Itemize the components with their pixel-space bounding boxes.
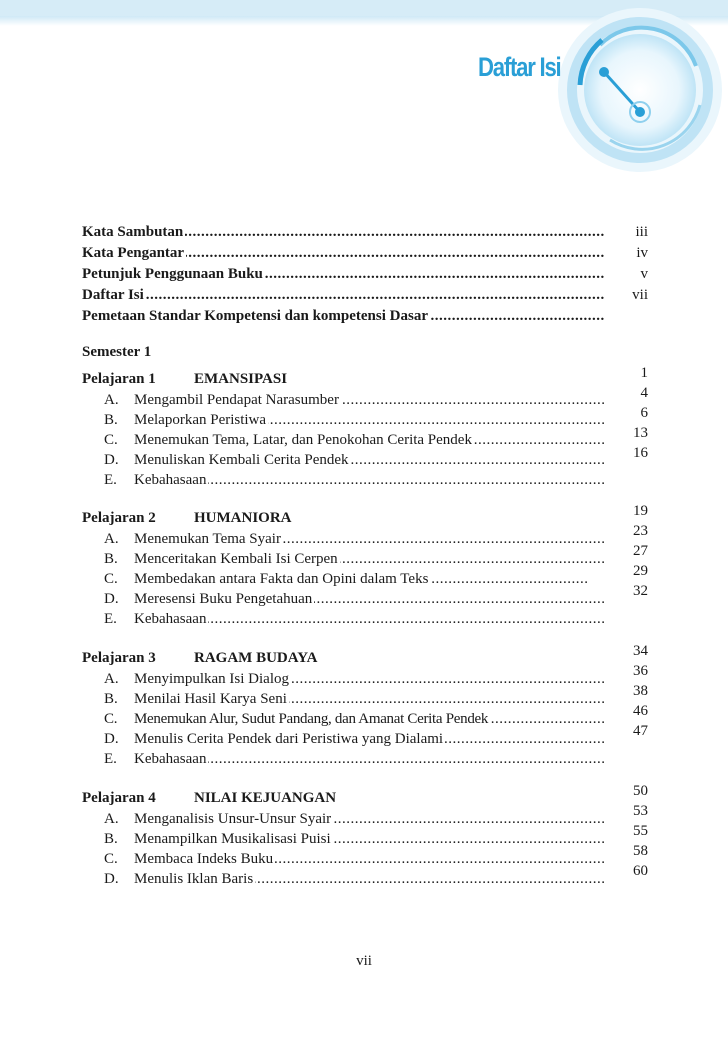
subentry-letter: C. <box>104 432 118 448</box>
subentry-title: Menemukan Alur, Sudut Pandang, dan Amanat Cerita Pendek <box>134 711 489 727</box>
toc-page-number: 29 <box>633 563 648 579</box>
toc-subentry <box>104 450 605 470</box>
toc-subentry <box>104 529 605 549</box>
toc-page-number: 4 <box>640 385 648 401</box>
toc-entry <box>82 285 605 305</box>
toc-entry <box>82 222 605 242</box>
toc-subentry <box>104 569 587 589</box>
subentry-title: Membedakan antara Fakta dan Opini dalam Teks <box>134 571 429 587</box>
toc-page-number: 50 <box>633 783 648 799</box>
toc-subentry <box>104 410 605 430</box>
toc-entry-label: Pemetaan Standar Kompetensi dan kompetensi Dasar <box>82 308 428 324</box>
subentry-letter: B. <box>104 551 118 567</box>
toc-page-number: vii <box>632 287 648 303</box>
subentry-title: Kebahasaan <box>134 751 207 767</box>
toc-subentry <box>104 470 605 490</box>
subentry-title: Menilai Hasil Karya Seni <box>134 691 287 707</box>
toc-subentry <box>104 749 605 769</box>
toc-subentry <box>104 829 605 849</box>
toc-page-number: 27 <box>633 543 648 559</box>
toc-entry <box>82 264 605 284</box>
subentry-letter: B. <box>104 691 118 707</box>
toc-page-number: v <box>640 266 648 282</box>
toc-subentry <box>104 589 605 609</box>
toc-entry-label: Kata Sambutan <box>82 224 184 240</box>
toc-subentry <box>104 390 605 410</box>
subentry-title: Membaca Indeks Buku <box>134 851 274 867</box>
toc-page-number: 36 <box>633 663 648 679</box>
toc-page-number: 16 <box>633 445 648 461</box>
subentry-letter: D. <box>104 452 119 468</box>
lesson-title: RAGAM BUDAYA <box>194 650 318 666</box>
subentry-title: Mengambil Pendapat Narasumber <box>134 392 339 408</box>
lesson-title: NILAI KEJUANGAN <box>194 790 337 806</box>
toc-page-number: 6 <box>640 405 648 421</box>
subentry-title: Menulis Cerita Pendek dari Peristiwa yang Dialami <box>134 731 444 747</box>
toc-page-number: 34 <box>633 643 648 659</box>
toc-subentry <box>104 549 605 569</box>
subentry-letter: A. <box>104 531 119 547</box>
toc-subentry <box>104 709 605 729</box>
toc-subentry <box>104 609 605 629</box>
toc-subentry <box>104 869 605 889</box>
page-title: Daftar Isi <box>478 52 561 82</box>
toc-entry <box>82 243 605 263</box>
subentry-title: Menceritakan Kembali Isi Cerpen <box>134 551 338 567</box>
subentry-letter: A. <box>104 811 119 827</box>
subentry-letter: A. <box>104 671 119 687</box>
subentry-title: Menemukan Tema Syair <box>134 531 281 547</box>
subentry-letter: E. <box>104 751 117 767</box>
toc-subentry <box>104 430 605 450</box>
toc-entry-label: Petunjuk Penggunaan Buku <box>82 266 263 282</box>
subentry-letter: E. <box>104 611 117 627</box>
toc-subentry <box>104 669 605 689</box>
lesson-number: Pelajaran 3 <box>82 650 156 666</box>
lesson-heading <box>82 788 336 808</box>
subentry-letter: D. <box>104 591 119 607</box>
blue-circle-clock-icon <box>558 8 722 172</box>
toc-subentry <box>104 689 605 709</box>
toc-subentry <box>104 809 605 829</box>
footer-page-number: vii <box>356 953 372 969</box>
subentry-title: Menyimpulkan Isi Dialog <box>134 671 289 687</box>
toc-page-number: iii <box>635 224 648 240</box>
subentry-letter: C. <box>104 571 118 587</box>
subentry-title: Kebahasaan <box>134 472 207 488</box>
semester-heading: Semester 1 <box>82 344 152 360</box>
subentry-title: Menemukan Tema, Latar, dan Penokohan Cerita Pendek <box>134 432 472 448</box>
subentry-title: Menampilkan Musikalisasi Puisi <box>134 831 331 847</box>
toc-entry <box>82 306 605 326</box>
toc-entry-label: Kata Pengantar <box>82 245 185 261</box>
subentry-title: Menganalisis Unsur-Unsur Syair <box>134 811 332 827</box>
lesson-heading <box>82 369 287 389</box>
toc-page-number: 47 <box>633 723 648 739</box>
toc-subentry <box>104 729 605 749</box>
lesson-number: Pelajaran 1 <box>82 371 156 387</box>
subentry-title: Menulis Iklan Baris <box>134 871 254 887</box>
subentry-letter: D. <box>104 731 119 747</box>
lesson-number: Pelajaran 2 <box>82 510 156 526</box>
toc-page-number: 13 <box>633 425 648 441</box>
lesson-heading <box>82 508 292 528</box>
toc-page-number: 23 <box>633 523 648 539</box>
toc-page-number: 19 <box>633 503 648 519</box>
subentry-letter: B. <box>104 831 118 847</box>
toc-page-number: 53 <box>633 803 648 819</box>
lesson-title: EMANSIPASI <box>194 371 288 387</box>
subentry-letter: C. <box>104 711 118 727</box>
toc-page-number: 58 <box>633 843 648 859</box>
toc-page-number: 1 <box>640 365 648 381</box>
subentry-letter: C. <box>104 851 118 867</box>
page-header <box>0 0 728 200</box>
toc-page-number: 32 <box>633 583 648 599</box>
toc-subentry <box>104 849 605 869</box>
toc-entry-label: Daftar Isi <box>82 287 144 303</box>
toc-page-number: 55 <box>633 823 648 839</box>
lesson-title: HUMANIORA <box>194 510 292 526</box>
subentry-letter: B. <box>104 412 118 428</box>
subentry-letter: A. <box>104 392 119 408</box>
subentry-title: Meresensi Buku Pengetahuan <box>134 591 313 607</box>
toc-page-number: iv <box>636 245 648 261</box>
toc-page-number: 46 <box>633 703 648 719</box>
subentry-letter: E. <box>104 472 117 488</box>
toc-page-number: 60 <box>633 863 648 879</box>
toc-page-number: 38 <box>633 683 648 699</box>
lesson-heading <box>82 648 318 668</box>
subentry-title: Melaporkan Peristiwa <box>134 412 267 428</box>
subentry-letter: D. <box>104 871 119 887</box>
subentry-title: Menuliskan Kembali Cerita Pendek <box>134 452 349 468</box>
subentry-title: Kebahasaan <box>134 611 207 627</box>
header-decoration <box>0 0 728 200</box>
lesson-number: Pelajaran 4 <box>82 790 156 806</box>
